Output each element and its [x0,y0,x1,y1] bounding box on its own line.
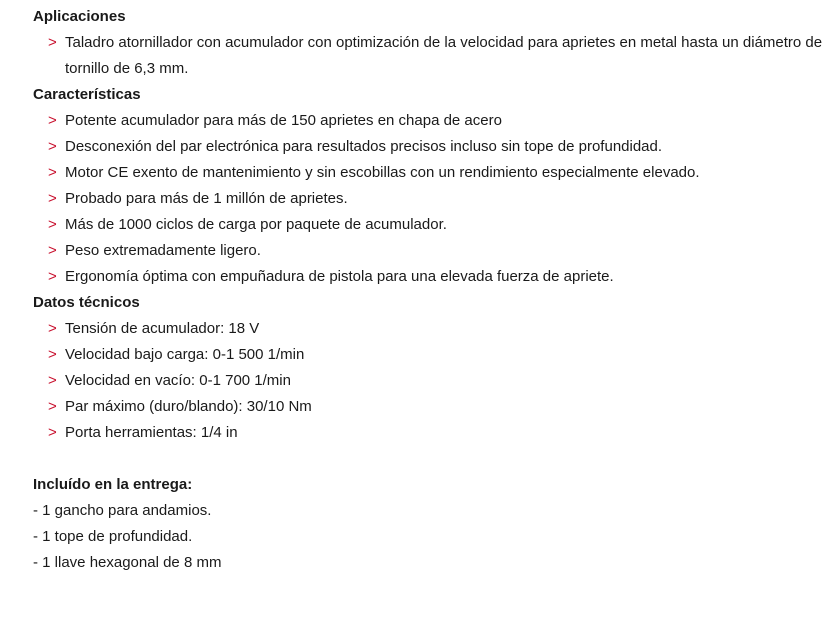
chevron-right-icon: > [48,190,57,207]
list-item-text: Desconexión del par electrónica para resultados precisos incluso sin tope de profundidad. [65,138,663,155]
section-aplicaciones [33,4,828,82]
delivery-line: - 1 tope de profundidad. [33,528,193,545]
section-title: Características [33,86,141,103]
list-item-text: Taladro atornillador con acumulador con optimización de la velocidad para aprietes en metal hasta un diámetro de tornillo de 6,3 mm. [65,34,823,77]
chevron-right-icon: > [48,34,57,51]
list-item [33,160,827,186]
list-item-text: Peso extremadamente ligero. [65,242,261,259]
chevron-right-icon: > [48,112,57,129]
list-item [33,30,827,82]
chevron-right-icon: > [48,320,57,337]
list-item [33,342,827,368]
chevron-right-icon: > [48,372,57,389]
chevron-right-icon: > [48,398,57,415]
list-item-text: Ergonomía óptima con empuñadura de pistola para una elevada fuerza de apriete. [65,268,614,285]
section-title: Aplicaciones [33,8,126,25]
list-item-text: Más de 1000 ciclos de carga por paquete de acumulador. [65,216,447,233]
list-item [33,212,827,238]
delivery-line: - 1 llave hexagonal de 8 mm [33,554,222,571]
bullet-list [33,30,828,82]
section-datos-tecnicos [33,290,828,446]
list-item [33,134,827,160]
bullet-list [33,108,828,290]
delivery-line: - 1 gancho para andamios. [33,502,212,519]
chevron-right-icon: > [48,268,57,285]
delivery-title: Incluído en la entrega: [33,476,193,493]
spacer [33,446,828,472]
delivery-section [33,472,828,576]
list-item [33,316,827,342]
list-item [33,186,827,212]
chevron-right-icon: > [48,164,57,181]
chevron-right-icon: > [48,138,57,155]
chevron-right-icon: > [48,242,57,259]
list-item [33,264,827,290]
list-item-text: Potente acumulador para más de 150 aprietes en chapa de acero [65,112,502,129]
section-title: Datos técnicos [33,294,140,311]
list-item-text: Par máximo (duro/blando): 30/10 Nm [65,398,312,415]
list-item-text: Motor CE exento de mantenimiento y sin escobillas con un rendimiento especialmente elevado. [65,164,700,181]
list-item-text: Probado para más de 1 millón de aprietes. [65,190,348,207]
chevron-right-icon: > [48,346,57,363]
list-item [33,238,827,264]
section-caracteristicas [33,82,828,290]
list-item-text: Porta herramientas: 1/4 in [65,424,238,441]
list-item-text: Velocidad en vacío: 0-1 700 1/min [65,372,291,389]
list-item [33,368,827,394]
chevron-right-icon: > [48,424,57,441]
list-item [33,394,827,420]
list-item [33,420,827,446]
bullet-list [33,316,828,446]
list-item [33,108,827,134]
chevron-right-icon: > [48,216,57,233]
list-item-text: Tensión de acumulador: 18 V [65,320,260,337]
list-item-text: Velocidad bajo carga: 0-1 500 1/min [65,346,305,363]
